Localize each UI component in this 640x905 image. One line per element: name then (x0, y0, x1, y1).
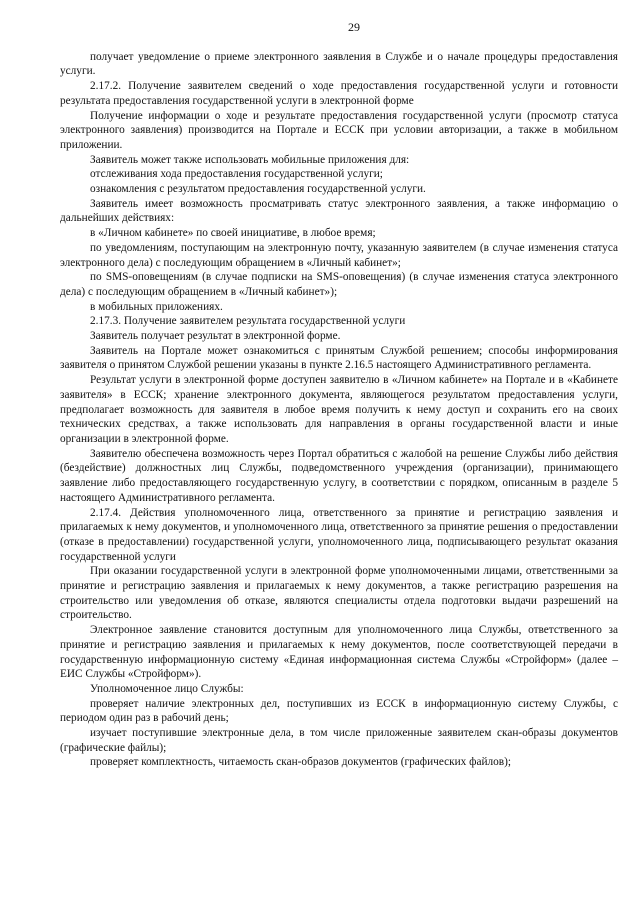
paragraph: получает уведомление о приеме электронного заявления в Службе и о начале процедуры предоставления услуги. (60, 50, 618, 78)
section-heading-2-17-2: 2.17.2. Получение заявителем сведений о ходе предоставления государственной услуги и готовности результата предоставления государственной услуги в электронной форме (60, 80, 618, 107)
paragraph: Заявитель имеет возможность просматривать статус электронного заявления, а также информацию о дальнейших действиях: (60, 197, 618, 225)
list-item: отслеживания хода предоставления государственной услуги; (90, 168, 383, 181)
list-item: в «Личном кабинете» по своей инициативе, в любое время; (90, 227, 376, 240)
list-item: в мобильных приложениях. (90, 300, 223, 313)
paragraph: При оказании государственной услуги в электронной форме уполномоченными лицами, ответственными за принятие и регистрацию заявления и прилагаемых к нему документов, а также регистрацию разрешения на строительство или уведомления об отказе, являются специалисты отдела подготовки выдачи разрешений на строительство. (60, 565, 618, 622)
paragraph: Электронное заявление становится доступным для уполномоченного лица Службы, ответственного за принятие и регистрацию заявления и прилагаемых к нему документов, после соответствующей передачи в государственную информационную систему «Единая информационная система Службы «Стройформ» (далее – ЕИС Службы «Стройформ»). (60, 624, 618, 681)
paragraph: Заявитель получает результат в электронной форме. (90, 330, 341, 343)
paragraph: Получение информации о ходе и результате предоставления государственной услуги (просмотр статуса электронного заявления) производится на Портале и ЕССК при условии авторизации, а также в мобильном приложении. (60, 109, 618, 151)
section-heading-2-17-4: 2.17.4. Действия уполномоченного лица, ответственного за принятие и регистрацию заявления и прилагаемых к нему документов, и уполномоченного лица, ответственного за принятие решения о предоставлении (отказе в предоставлении) государственной услуги, уполномоченного лица, подписывающего результат оказания государственной услуги (60, 506, 618, 563)
list-item: по уведомлениям, поступающим на электронную почту, указанную заявителем (в случае изменения статуса электронного дела) с последующим обращением в «Личный кабинет»; (60, 241, 618, 269)
list-item: проверяет наличие электронных дел, поступивших из ЕССК в информационную систему Службы, с периодом один раз в рабочий день; (60, 697, 618, 725)
paragraph: Заявитель может также использовать мобильные приложения для: (90, 153, 410, 166)
paragraph: Заявителю обеспечена возможность через Портал обратиться с жалобой на решение Службы либо действия (бездействие) должностных лиц Службы, подведомственного учреждения (организации), принимающего заявление либо предоставляющего государственную услугу, в соответствии с порядком, описанным в разделе 5 настоящего Административного регламента. (60, 447, 618, 504)
list-item: изучает поступившие электронные дела, в том числе приложенные заявителем скан-образы документов (графические файлы); (60, 727, 618, 754)
paragraph: Уполномоченное лицо Службы: (90, 682, 244, 695)
list-item: по SMS-оповещениям (в случае подписки на SMS-оповещения) (в случае изменения статуса электронного дела) с последующим обращением в «Личный кабинет»); (60, 271, 618, 298)
page-number: 29 (348, 20, 360, 34)
paragraph: Результат услуги в электронной форме доступен заявителю в «Личном кабинете» на Портале и в «Кабинете заявителя» в ЕССК; хранение электронного документа, являющегося результатом предоставления услуги, предполагает возможность для заявителя в любое время получить к нему доступ и сохранить его на своих технических средствах, а также использовать для направления в органы государственной власти и иные организации в электронной форме. (60, 374, 618, 445)
paragraph: Заявитель на Портале может ознакомиться с принятым Службой решением; способы информирования заявителя о принятом Службой решении указаны в пункте 2.16.5 настоящего Административного регламента. (60, 344, 618, 372)
section-heading-2-17-3: 2.17.3. Получение заявителем результата государственной услуги (90, 315, 406, 328)
list-item: ознакомления с результатом предоставления государственной услуги. (90, 183, 426, 196)
list-item: проверяет комплектность, читаемость скан-образов документов (графических файлов); (90, 756, 512, 769)
